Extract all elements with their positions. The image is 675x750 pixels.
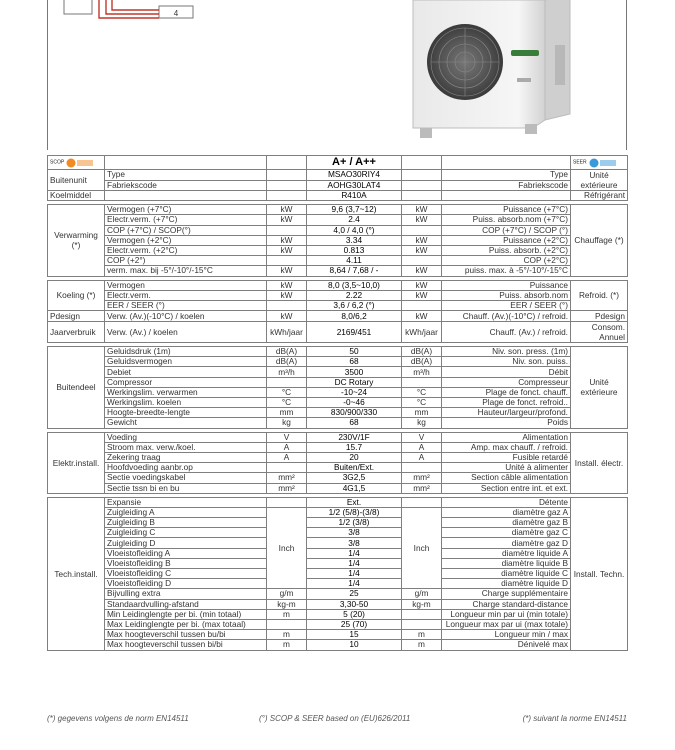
- section-label-fr: Unité extérieure: [571, 347, 628, 429]
- spec-value: 3500: [307, 367, 402, 377]
- unit-nl: [267, 256, 307, 266]
- spec-value: 3.34: [307, 235, 402, 245]
- row-label-nl: Vermogen: [105, 280, 267, 290]
- unit-nl: kW: [267, 215, 307, 225]
- spec-value: 10: [307, 640, 402, 650]
- row-label-fr: Longueur max par ui (max totale): [442, 619, 571, 629]
- spec-row: [48, 609, 628, 619]
- footer-note-left: (*) gegevens volgens de norm EN14511: [47, 714, 189, 723]
- unit-nl: [267, 225, 307, 235]
- spec-value: -0~46: [307, 398, 402, 408]
- unit-fr: °C: [402, 398, 442, 408]
- section-label-nl: Koeling (*): [48, 280, 105, 311]
- unit-fr: [402, 225, 442, 235]
- seer-badge: SEER: [571, 156, 628, 170]
- unit-nl: m: [267, 609, 307, 619]
- row-label-fr: Fabriekscode: [442, 180, 571, 191]
- spec-row: [48, 497, 628, 507]
- unit-nl: A: [267, 452, 307, 462]
- unit-nl: kWh/jaar: [267, 322, 307, 343]
- row-label-fr: Dénivelé max: [442, 640, 571, 650]
- row-label-nl: Electr.verm.: [105, 290, 267, 300]
- unit-fr: dB(A): [402, 357, 442, 367]
- spec-value: 3,30-50: [307, 599, 402, 609]
- spec-value: 2.22: [307, 290, 402, 300]
- spec-row: [48, 256, 628, 266]
- spec-value: 5 (20): [307, 609, 402, 619]
- section-label-fr: Install. électr.: [571, 432, 628, 493]
- spec-value: 9,6 (3,7~12): [307, 205, 402, 215]
- spec-row: [48, 347, 628, 357]
- section-label-nl: Verwarming (*): [48, 205, 105, 276]
- spec-value: 8,0/6,2: [307, 311, 402, 322]
- unit-fr: dB(A): [402, 347, 442, 357]
- row-label-nl: Zuigleiding D: [105, 538, 267, 548]
- spec-value: 3/8: [307, 528, 402, 538]
- unit-nl: g/m: [267, 589, 307, 599]
- section-label-fr: Chauffage (*): [571, 205, 628, 276]
- unit-nl: [267, 180, 307, 191]
- spec-value: 1/2 (3/8): [307, 518, 402, 528]
- spec-value: R410A: [307, 191, 402, 201]
- row-label-nl: Min Leidinglengte per bi. (min totaal): [105, 609, 267, 619]
- row-label-fr: Hauteur/largeur/profond.: [442, 408, 571, 418]
- unit-fr: [402, 180, 442, 191]
- row-label-nl: Werkingslim. verwarmen: [105, 387, 267, 397]
- row-label-fr: Puissance: [442, 280, 571, 290]
- unit-nl: m: [267, 640, 307, 650]
- spec-value: 15.7: [307, 442, 402, 452]
- footer-note-right: (*) suivant la norme EN14511: [522, 714, 627, 723]
- row-label-nl: Bijvulling extra: [105, 589, 267, 599]
- row-label-fr: Amp. max chauff. / refroid.: [442, 442, 571, 452]
- spec-value: 4,0 / 4,0 (°): [307, 225, 402, 235]
- outdoor-unit-image: [365, 0, 595, 150]
- spec-row: [48, 170, 628, 181]
- unit-fr: kW: [402, 266, 442, 276]
- spec-row: [48, 630, 628, 640]
- spec-value: 1/4: [307, 569, 402, 579]
- spec-value: Buiten/Ext.: [307, 463, 402, 473]
- spec-row: [48, 518, 628, 528]
- spec-value: 230V/1F: [307, 432, 402, 442]
- row-label-nl: Sectie tssn bi en bu: [105, 483, 267, 493]
- section-label-fr: Consom. Annuel: [571, 322, 628, 343]
- unit-fr: [402, 377, 442, 387]
- row-label-nl: Vermogen (+2°C): [105, 235, 267, 245]
- unit-nl: [267, 619, 307, 629]
- row-label-nl: Fabriekscode: [105, 180, 267, 191]
- spec-row: [48, 322, 628, 343]
- section-label-nl: Pdesign: [48, 311, 105, 322]
- row-label-fr: Puiss. absorb.nom: [442, 290, 571, 300]
- row-label-fr: Longueur min par ui (min totale): [442, 609, 571, 619]
- unit-fr: [402, 191, 442, 201]
- spec-row: [48, 245, 628, 255]
- row-label-nl: Geluidsvermogen: [105, 357, 267, 367]
- unit-nl: [267, 170, 307, 181]
- spec-row: [48, 367, 628, 377]
- spec-row: [48, 640, 628, 650]
- unit-fr: kW: [402, 215, 442, 225]
- row-label-nl: Zuigleiding B: [105, 518, 267, 528]
- piping-diagram: [14, 0, 194, 22]
- spec-row: [48, 387, 628, 397]
- spec-row: [48, 191, 628, 201]
- spec-row: [48, 569, 628, 579]
- row-label-fr: Unité à alimenter: [442, 463, 571, 473]
- row-label-fr: diamètre liquide A: [442, 548, 571, 558]
- row-label-fr: diamètre gaz A: [442, 507, 571, 517]
- spec-value: 68: [307, 357, 402, 367]
- unit-fr: m: [402, 640, 442, 650]
- row-label-fr: Section câble alimentation: [442, 473, 571, 483]
- spec-row: [48, 377, 628, 387]
- spec-value: 2169/451: [307, 322, 402, 343]
- unit-nl: m³/h: [267, 367, 307, 377]
- spec-row: [48, 215, 628, 225]
- row-label-fr: Débit: [442, 367, 571, 377]
- seer-icon: [589, 158, 617, 168]
- unit-fr: A: [402, 452, 442, 462]
- unit-nl: A: [267, 442, 307, 452]
- row-label-fr: puiss. max. à -5°/-10°/-15°C: [442, 266, 571, 276]
- row-label-fr: diamètre liquide D: [442, 579, 571, 589]
- spec-row: [48, 418, 628, 428]
- row-label-nl: Max hoogteverschil tussen bu/bi: [105, 630, 267, 640]
- spec-row: [48, 599, 628, 609]
- spec-row: [48, 589, 628, 599]
- unit-fr: [402, 256, 442, 266]
- row-label-fr: Type: [442, 170, 571, 181]
- section-label-nl: Tech.install.: [48, 497, 105, 650]
- unit-nl: mm: [267, 408, 307, 418]
- row-label-nl: Debiet: [105, 367, 267, 377]
- row-label-nl: COP (+2°): [105, 256, 267, 266]
- unit-fr: [402, 463, 442, 473]
- unit-fr: mm²: [402, 473, 442, 483]
- diagram-port-number: 4: [173, 9, 179, 18]
- unit-nl: kW: [267, 245, 307, 255]
- spec-value: 68: [307, 418, 402, 428]
- unit-fr: kW: [402, 245, 442, 255]
- spec-row: [48, 266, 628, 276]
- unit-nl: [267, 300, 307, 310]
- section-label-nl: Elektr.install.: [48, 432, 105, 493]
- spec-value: 25: [307, 589, 402, 599]
- spec-row: [48, 180, 628, 191]
- spec-value: DC Rotary: [307, 377, 402, 387]
- row-label-fr: Poids: [442, 418, 571, 428]
- unit-nl: [267, 377, 307, 387]
- spec-row: [48, 463, 628, 473]
- unit-fr: kg-m: [402, 599, 442, 609]
- spec-value: 8,64 / 7,68 / -: [307, 266, 402, 276]
- unit-nl: dB(A): [267, 347, 307, 357]
- row-label-fr: Plage de fonct. chauff.: [442, 387, 571, 397]
- spec-value: 15: [307, 630, 402, 640]
- row-label-nl: Electr.verm. (+2°C): [105, 245, 267, 255]
- section-label-fr: Réfrigérant: [571, 191, 628, 201]
- unit-fr: kWh/jaar: [402, 322, 442, 343]
- unit-nl: kW: [267, 311, 307, 322]
- spec-value: 50: [307, 347, 402, 357]
- row-label-nl: Zuigleiding A: [105, 507, 267, 517]
- unit-fr: kW: [402, 290, 442, 300]
- energy-cell-empty: [267, 156, 307, 170]
- energy-cell-empty: [105, 156, 267, 170]
- spec-value: -10~24: [307, 387, 402, 397]
- unit-fr: [402, 497, 442, 507]
- row-label-fr: Niv. son. puiss.: [442, 357, 571, 367]
- unit-fr: °C: [402, 387, 442, 397]
- row-label-nl: Electr.verm. (+7°C): [105, 215, 267, 225]
- row-label-nl: [105, 191, 267, 201]
- spec-row: [48, 507, 628, 517]
- row-label-fr: [442, 191, 571, 201]
- unit-nl: [267, 497, 307, 507]
- unit-fr: kW: [402, 235, 442, 245]
- unit-fr: A: [402, 442, 442, 452]
- row-label-nl: Vermogen (+7°C): [105, 205, 267, 215]
- row-label-fr: Puissance (+7°C): [442, 205, 571, 215]
- unit-nl: °C: [267, 398, 307, 408]
- row-label-fr: Puissance (+2°C): [442, 235, 571, 245]
- spec-value: 1/4: [307, 579, 402, 589]
- row-label-fr: Alimentation: [442, 432, 571, 442]
- row-label-fr: Compresseur: [442, 377, 571, 387]
- unit-fr: g/m: [402, 589, 442, 599]
- row-label-fr: Charge supplémentaire: [442, 589, 571, 599]
- row-label-fr: Puiss. absorb. (+2°C): [442, 245, 571, 255]
- unit-fr: mm: [402, 408, 442, 418]
- row-label-nl: Vloeistofleiding A: [105, 548, 267, 558]
- spec-value: 1/4: [307, 548, 402, 558]
- row-label-nl: Verw. (Av.)(-10°C) / koelen: [105, 311, 267, 322]
- row-label-fr: Fusible retardé: [442, 452, 571, 462]
- row-label-fr: diamètre gaz D: [442, 538, 571, 548]
- section-label-fr: Unité extérieure: [571, 170, 628, 191]
- unit-nl-inch: Inch: [267, 507, 307, 589]
- spec-row: [48, 408, 628, 418]
- spec-row: [48, 452, 628, 462]
- spec-row: [48, 538, 628, 548]
- row-label-nl: Max Leidinglengte per bi. (max totaal): [105, 619, 267, 629]
- row-label-nl: Zekering traag: [105, 452, 267, 462]
- spec-value: 830/900/330: [307, 408, 402, 418]
- row-label-fr: Longueur min / max: [442, 630, 571, 640]
- row-label-nl: Sectie voedingskabel: [105, 473, 267, 483]
- row-label-fr: Section entre int. et ext.: [442, 483, 571, 493]
- unit-fr: m³/h: [402, 367, 442, 377]
- row-label-nl: Hoofdvoeding aanbr.op: [105, 463, 267, 473]
- row-label-fr: Puiss. absorb.nom (+7°C): [442, 215, 571, 225]
- spec-value: 1/2 (5/8)-(3/8): [307, 507, 402, 517]
- row-label-fr: Plage de fonct. refroid..: [442, 398, 571, 408]
- spec-value: 3G2,5: [307, 473, 402, 483]
- unit-nl: kW: [267, 235, 307, 245]
- row-label-nl: Werkingslim. koelen: [105, 398, 267, 408]
- unit-nl: V: [267, 432, 307, 442]
- spec-row: [48, 579, 628, 589]
- spec-row: [48, 398, 628, 408]
- spec-row: [48, 290, 628, 300]
- section-label-nl: Jaarverbruik: [48, 322, 105, 343]
- section-label-nl: Koelmiddel: [48, 191, 105, 201]
- row-label-fr: diamètre gaz B: [442, 518, 571, 528]
- unit-nl: kW: [267, 290, 307, 300]
- row-label-nl: Gewicht: [105, 418, 267, 428]
- footer-note-middle: (°) SCOP & SEER based on (EU)626/2011: [259, 714, 411, 723]
- spec-row: [48, 225, 628, 235]
- row-label-fr: COP (+2°C): [442, 256, 571, 266]
- unit-nl: m: [267, 630, 307, 640]
- unit-fr: kW: [402, 280, 442, 290]
- unit-nl: kg: [267, 418, 307, 428]
- energy-class-row: [48, 156, 628, 170]
- section-label-nl: Buitenunit: [48, 170, 105, 191]
- unit-fr: mm²: [402, 483, 442, 493]
- unit-fr: [402, 619, 442, 629]
- spec-row: [48, 357, 628, 367]
- section-label-nl: Buitendeel: [48, 347, 105, 429]
- section-label-fr: Pdesign: [571, 311, 628, 322]
- row-label-nl: Voeding: [105, 432, 267, 442]
- unit-nl: kg-m: [267, 599, 307, 609]
- row-label-fr: diamètre liquide C: [442, 569, 571, 579]
- unit-fr-inch: Inch: [402, 507, 442, 589]
- section-label-fr: Install. Techn.: [571, 497, 628, 650]
- unit-fr: kW: [402, 311, 442, 322]
- row-label-nl: Verw. (Av.) / koelen: [105, 322, 267, 343]
- spec-row: [48, 528, 628, 538]
- spec-row: [48, 558, 628, 568]
- unit-nl: mm²: [267, 483, 307, 493]
- spec-row: [48, 619, 628, 629]
- spec-value: 0.813: [307, 245, 402, 255]
- spec-value: 1/4: [307, 558, 402, 568]
- row-label-fr: diamètre liquide B: [442, 558, 571, 568]
- spec-row: [48, 280, 628, 290]
- scop-icon: [66, 158, 94, 168]
- row-label-fr: Niv. son. press. (1m): [442, 347, 571, 357]
- row-label-nl: Vloeistofleiding C: [105, 569, 267, 579]
- row-label-fr: COP (+7°C) / SCOP (°): [442, 225, 571, 235]
- unit-fr: kg: [402, 418, 442, 428]
- spec-value: MSAO30RIY4: [307, 170, 402, 181]
- spec-row: [48, 483, 628, 493]
- row-label-nl: Compressor: [105, 377, 267, 387]
- unit-nl: mm²: [267, 473, 307, 483]
- row-label-nl: verm. max. bij -5°/-10°/-15°C: [105, 266, 267, 276]
- row-label-nl: Stroom max. verw./koel.: [105, 442, 267, 452]
- spec-value: 3/8: [307, 538, 402, 548]
- energy-cell-empty: [402, 156, 442, 170]
- unit-fr: V: [402, 432, 442, 442]
- spec-row: [48, 300, 628, 310]
- unit-fr: m: [402, 630, 442, 640]
- unit-nl: °C: [267, 387, 307, 397]
- row-label-nl: EER / SEER (°): [105, 300, 267, 310]
- row-label-nl: Type: [105, 170, 267, 181]
- scop-badge: SCOP: [48, 156, 105, 170]
- row-label-nl: Vloeistofleiding B: [105, 558, 267, 568]
- section-label-fr: Refroid. (*): [571, 280, 628, 311]
- spec-row: [48, 205, 628, 215]
- unit-fr: kW: [402, 205, 442, 215]
- spec-row: [48, 473, 628, 483]
- row-label-nl: Hoogte-breedte-lengte: [105, 408, 267, 418]
- spec-value: AOHG30LAT4: [307, 180, 402, 191]
- unit-nl: dB(A): [267, 357, 307, 367]
- row-label-fr: Chauff. (Av.)(-10°C) / refroid.: [442, 311, 571, 322]
- spec-value: 4G1,5: [307, 483, 402, 493]
- unit-nl: [267, 463, 307, 473]
- row-label-nl: Expansie: [105, 497, 267, 507]
- unit-fr: [402, 300, 442, 310]
- row-label-fr: Charge standard-distance: [442, 599, 571, 609]
- unit-nl: kW: [267, 266, 307, 276]
- spec-value: 2.4: [307, 215, 402, 225]
- row-label-nl: Geluidsdruk (1m): [105, 347, 267, 357]
- energy-cell-empty: [442, 156, 571, 170]
- spec-value: 25 (70): [307, 619, 402, 629]
- spec-row: [48, 432, 628, 442]
- row-label-nl: Vloeistofleiding D: [105, 579, 267, 589]
- spec-table: [47, 155, 628, 651]
- spec-value: 20: [307, 452, 402, 462]
- unit-nl: kW: [267, 280, 307, 290]
- spec-value: Ext.: [307, 497, 402, 507]
- spec-row: [48, 548, 628, 558]
- row-label-fr: diamètre gaz C: [442, 528, 571, 538]
- energy-class: A+ / A++: [307, 156, 402, 170]
- unit-nl: [267, 191, 307, 201]
- row-label-fr: EER / SEER (°): [442, 300, 571, 310]
- row-label-fr: Chauff. (Av.) / refroid.: [442, 322, 571, 343]
- unit-nl: kW: [267, 205, 307, 215]
- unit-fr: [402, 609, 442, 619]
- unit-fr: [402, 170, 442, 181]
- spec-row: [48, 311, 628, 322]
- row-label-fr: Détente: [442, 497, 571, 507]
- row-label-nl: Standaardvulling-afstand: [105, 599, 267, 609]
- spec-row: [48, 235, 628, 245]
- spec-value: 4.11: [307, 256, 402, 266]
- spec-value: 8,0 (3,5~10,0): [307, 280, 402, 290]
- row-label-nl: Max hoogteverschil tussen bi/bi: [105, 640, 267, 650]
- spec-row: [48, 442, 628, 452]
- row-label-nl: COP (+7°C) / SCOP(°): [105, 225, 267, 235]
- row-label-nl: Zuigleiding C: [105, 528, 267, 538]
- spec-value: 3,6 / 6,2 (°): [307, 300, 402, 310]
